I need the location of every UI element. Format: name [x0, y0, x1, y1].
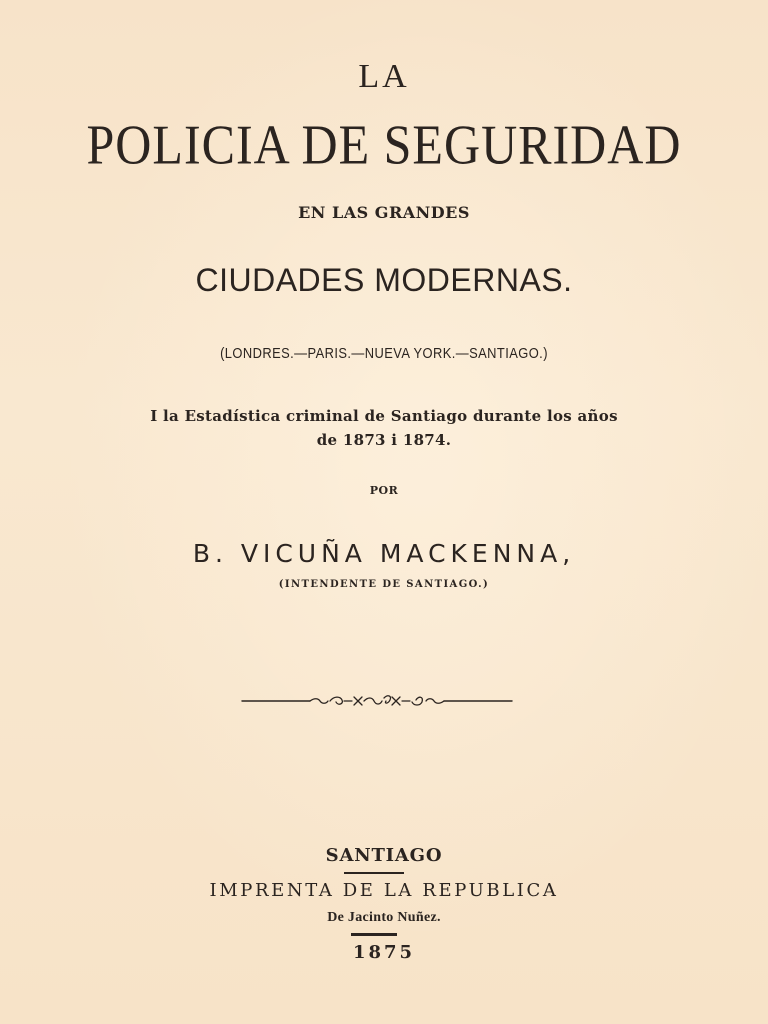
subtitle-large: CIUDADES MODERNAS.	[195, 262, 573, 298]
imprint-place: SANTIAGO	[325, 845, 443, 866]
imprint-rule	[344, 872, 404, 874]
cities-list: (LONDRES.—PARIS.—NUEVA YORK.—SANTIAGO.)	[220, 345, 548, 362]
decorative-flourish-ornament	[240, 690, 514, 712]
statistics-line-2: de 1873 i 1874.	[316, 431, 452, 449]
statistics-line-1: I la Estadística criminal de Santiago durante los años	[150, 407, 618, 425]
main-title: POLICIA DE SEGURIDAD	[86, 113, 682, 176]
imprint-printer: De Jacinto Nuñez.	[327, 910, 441, 925]
author-name: B. VICUÑA MACKENNA,	[192, 539, 576, 568]
imprint-rule-lower	[351, 933, 397, 936]
by-label: POR	[369, 484, 399, 497]
imprint-press: IMPRENTA DE LA REPUBLICA	[209, 880, 559, 901]
imprint-year: 1875	[352, 942, 416, 963]
author-position: (INTENDENTE DE SANTIAGO.)	[278, 579, 490, 590]
title-article: LA	[358, 58, 410, 95]
subtitle-small: EN LAS GRANDES	[298, 203, 470, 222]
